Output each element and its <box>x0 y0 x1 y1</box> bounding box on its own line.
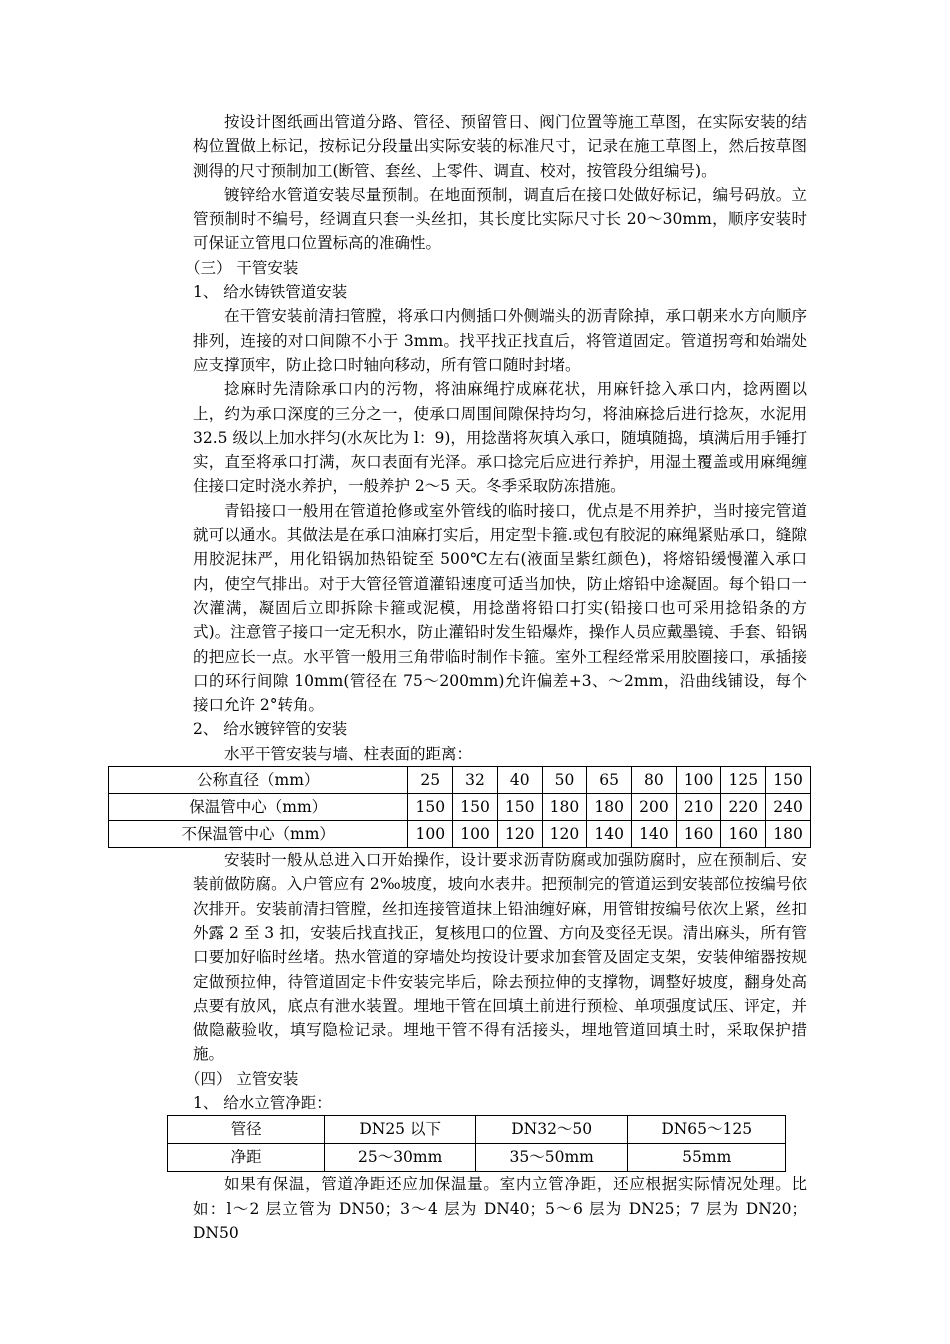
table-cell: 100 <box>453 821 498 848</box>
subheading-riser-clearance: 1、 给水立管净距： <box>193 1093 332 1112</box>
paragraph-galvanized-prefab: 镀锌给水管道安装尽量预制。在地面预制，调直后在接口处做好标记，编号码放。立管预制时不编号，经调直只套一头丝扣，其长度比实际尺寸长 20～30mm，顺序安装时可保证立管甩口位置标高的准确性。 <box>193 185 807 253</box>
table-cell: 55mm <box>628 1144 786 1172</box>
table-cell: 保温管中心（mm） <box>109 794 408 821</box>
paragraph-lead-joint: 青铅接口一般用在管道抢修或室外管线的临时接口，优点是不用养护，当时接完管道就可以通水。其做法是在承口油麻打实后，用定型卡箍.或包有胶泥的麻绳紧贴承口，缝隙用胶泥抹严，用化铅锅加热铅锭至 500℃左右(液面呈紫红颜色)，将熔铅缓慢灌入承口内，使空气排出。对于大管径管道灌铅速度可适当加快，防止熔铅中途凝固。每个铅口一次灌满，凝固后立即拆除卡箍或泥模，用捻凿将铅口打实(铅接口也可采用捻铅条的方式)。注意管子接口一定无积水，防止灌铅时发生铅爆炸，操作人员应戴墨镜、手套、铅锅的把应长一点。水平管一般用三角带临时制作卡箍。室外工程经常采用胶圈接口，承插接口的环行间隙 10mm(管径在 75～200mm)允许偏差+3、～2mm，沿曲线铺设，每个接口允许 2°转角。 <box>193 501 807 715</box>
subheading-cast-iron: 1、 给水铸铁管道安装 <box>193 283 348 302</box>
table-cell: 25 <box>408 767 453 794</box>
paragraph-table1-caption: 水平干管安装与墙、柱表面的距离： <box>224 744 473 763</box>
subheading-galvanized: 2、 给水镀锌管的安装 <box>193 720 348 739</box>
table-cell: 120 <box>542 821 587 848</box>
section-heading-riser: （四） 立管安装 <box>185 1069 299 1088</box>
table-cell: 25～30mm <box>325 1144 476 1172</box>
table-cell: DN65～125 <box>628 1116 786 1144</box>
table-row <box>109 821 811 848</box>
table-cell: 160 <box>721 821 766 848</box>
document-page <box>181 110 807 1245</box>
table-cell: 180 <box>542 794 587 821</box>
table-cell: 净距 <box>168 1144 325 1172</box>
table-cell: 80 <box>632 767 677 794</box>
paragraph-prefab-drawing: 按设计图纸画出管道分路、管径、预留管日、阀门位置等施工草图，在实际安装的结构位置做上标记，按标记分段量出实际安装的标准尺寸，记录在施工草图上，然后按草图测得的尺寸预制加工(断管、套丝、上零件、调直、校对，按管段分组编号)。 <box>193 113 807 180</box>
table-cell: 180 <box>587 794 632 821</box>
table-cell: DN25 以下 <box>325 1116 476 1144</box>
table-cell: 210 <box>676 794 721 821</box>
table-cell: DN32～50 <box>475 1116 628 1144</box>
table-cell: 不保温管中心（mm） <box>109 821 408 848</box>
section-heading-main-pipe: （三） 干管安装 <box>185 258 299 277</box>
table-row <box>109 767 811 794</box>
table-cell: 40 <box>497 767 542 794</box>
table-row <box>168 1144 786 1172</box>
table-cell: 100 <box>408 821 453 848</box>
table-cell: 125 <box>721 767 766 794</box>
paragraph-hemp-caulking: 捻麻时先清除承口内的污物，将油麻绳拧成麻花状，用麻钎捻入承口内，捻两圈以上，约为承口深度的三分之一，使承口周围间隙保持均匀，将油麻捻后进行捻灰，水泥用 32.5 级以上加水拌匀(水灰比为 l：9)，用捻凿将灰填入承口，随填随捣，填满后用手锤打实，直至将承口打满，灰口表面有光泽。承口捻完后应进行养护，用湿土覆盖或用麻绳缠住接口定时浇水养护，一般养护 2～5 天。冬季采取防冻措施。 <box>193 380 807 496</box>
table-cell: 220 <box>721 794 766 821</box>
table-cell: 65 <box>587 767 632 794</box>
table-cell: 150 <box>408 794 453 821</box>
table-cell: 32 <box>453 767 498 794</box>
table-cell: 180 <box>766 821 811 848</box>
table-cell: 140 <box>587 821 632 848</box>
table-cell: 140 <box>632 821 677 848</box>
paragraph-clean-pipe: 在干管安装前清扫管膛，将承口内侧插口外侧端头的沥青除掉，承口朝来水方向顺序排列，连接的对口间隙不小于 3mm。找平找正找直后，将管道固定。管道拐弯和始端处应支撑顶牢，防止捻口时轴向移动，所有管口随时封堵。 <box>193 307 807 374</box>
table-row <box>109 794 811 821</box>
table-cell: 160 <box>676 821 721 848</box>
clearance-table <box>167 1115 786 1172</box>
table-cell: 240 <box>766 794 811 821</box>
table-cell: 150 <box>497 794 542 821</box>
table-cell: 200 <box>632 794 677 821</box>
paragraph-installation-procedure: 安装时一般从总进入口开始操作，设计要求沥青防腐或加强防腐时，应在预制后、安装前做防腐。入户管应有 2‰坡度，坡向水表井。把预制完的管道运到安装部位按编号依次排开。安装前清扫管膛，丝扣连接管道抹上铅油缠好麻，用管钳按编号依次上紧，丝扣外露 2 至 3 扣，安装后找直找正，复核甩口的位置、方向及变径无误。清出麻头，所有管口要加好临时丝堵。热水管道的穿墙处均按设计要求加套管及固定支架，安装伸缩器按规定做预拉伸，待管道固定卡件安装完毕后，除去预拉伸的支撑物，调整好坡度，翻身处高点要有放风，底点有泄水装置。埋地干管在回填土前进行预检、单项强度试压、评定，并做隐蔽验收，填写隐检记录。埋地干管不得有活接头，埋地管道回填土时，采取保护措施。 <box>193 851 807 1064</box>
table-cell: 100 <box>676 767 721 794</box>
distance-table <box>108 766 811 848</box>
table-cell: 120 <box>497 821 542 848</box>
table-cell: 管径 <box>168 1116 325 1144</box>
table-cell: 150 <box>453 794 498 821</box>
table-cell: 150 <box>766 767 811 794</box>
table-cell: 35～50mm <box>475 1144 628 1172</box>
table-cell: 公称直径（mm） <box>109 767 408 794</box>
paragraph-insulation-note: 如果有保温，管道净距还应加保温量。室内立管净距，还应根据实际情况处理。比如：l～2 层立管为 DN50；3～4 层为 DN40；5～6 层为 DN25；7 层为 DN20；DN50 <box>193 1175 807 1242</box>
table-row <box>168 1116 786 1144</box>
table-cell: 50 <box>542 767 587 794</box>
